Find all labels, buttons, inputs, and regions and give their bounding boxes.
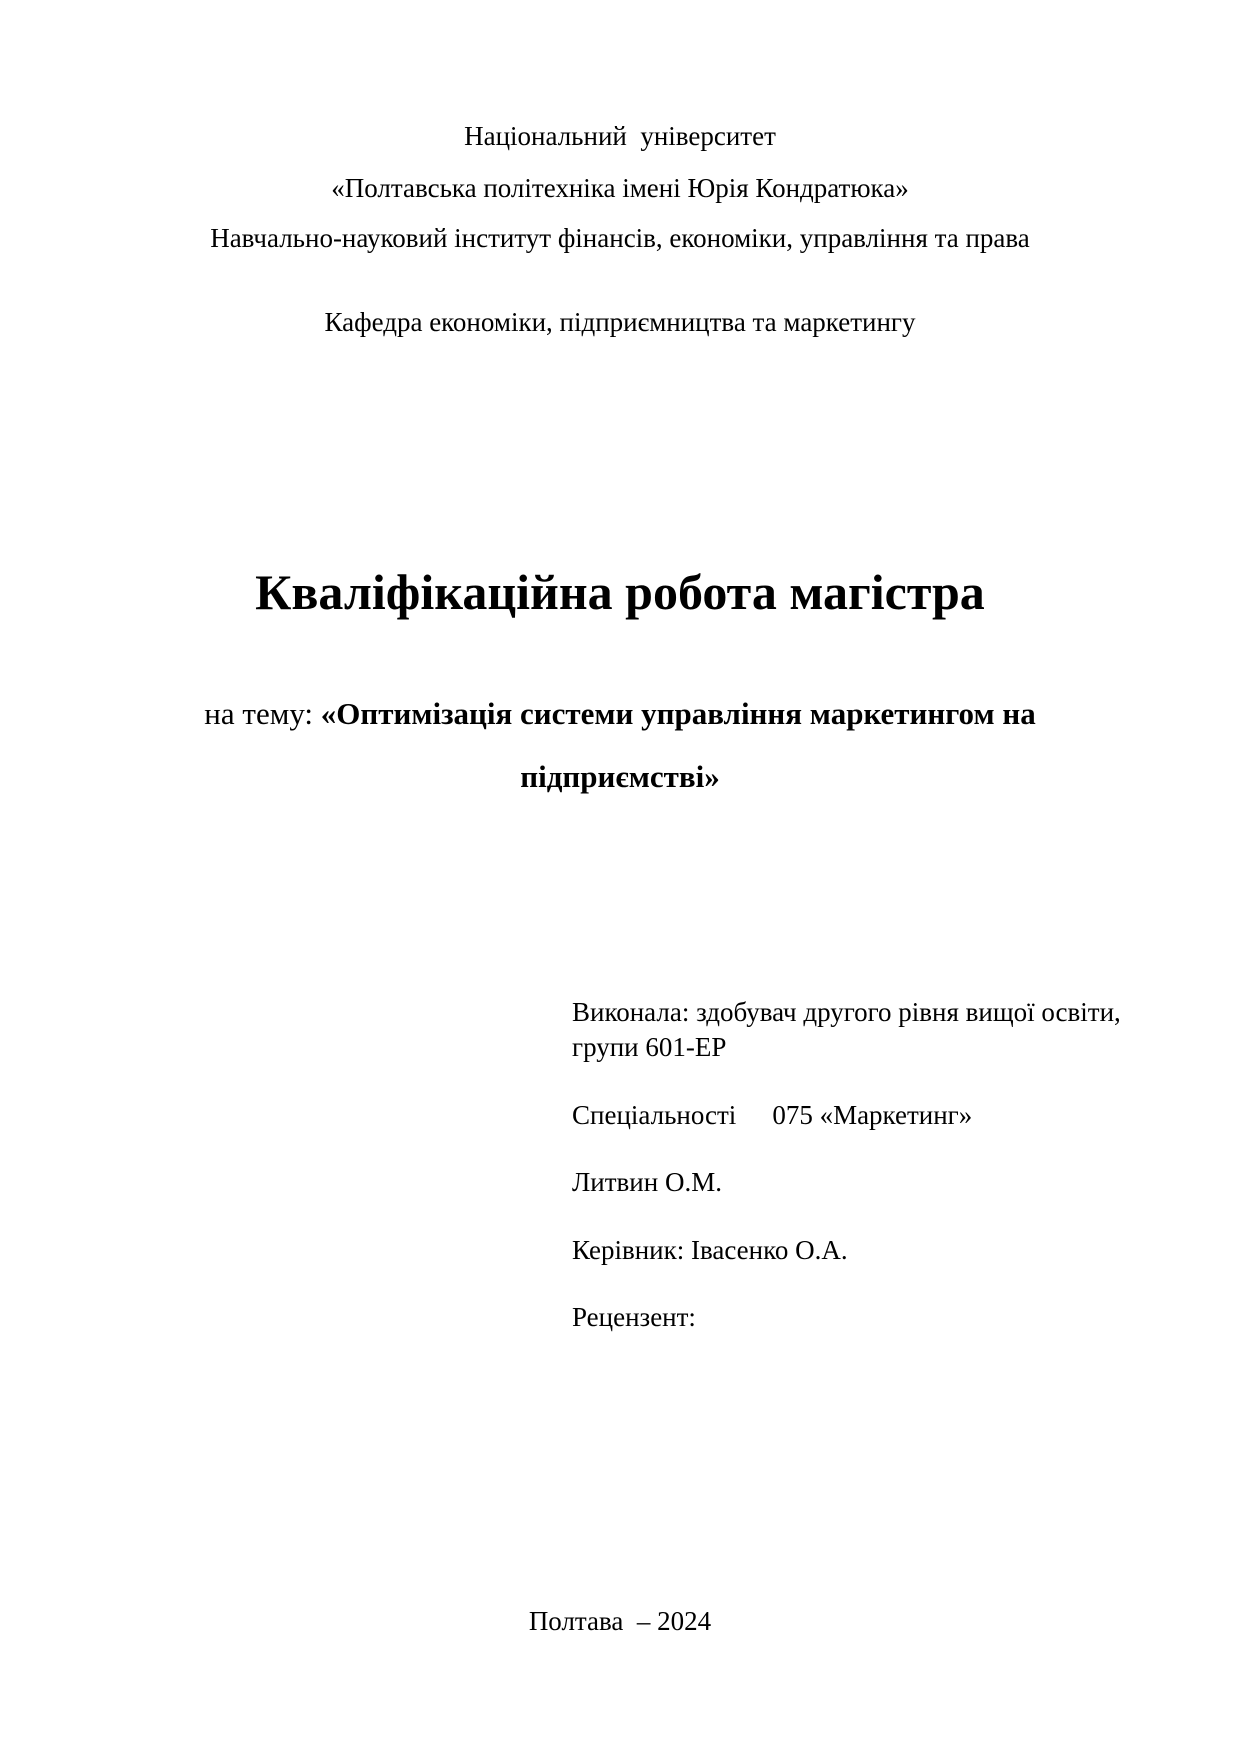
specialty-label: Спеціальності [572,1100,737,1130]
institute-line: Навчально-науковий інститут фінансів, економіки, управління та права [210,223,1030,253]
topic-line-2 [0,759,1240,795]
reviewer-line: Рецензент: [572,1302,696,1332]
topic-name-part-2: підприємстві» [520,759,720,794]
university-line: Національний університет [464,121,776,151]
topic-name-part-1: «Оптимізація системи управління маркетингом на [320,696,1036,731]
author-line: Литвин О.М. [572,1167,722,1197]
topic-prefix: на тему: [204,696,321,731]
work-title: Кваліфікаційна робота магістра [255,564,985,620]
city-year: Полтава – 2024 [528,1606,712,1636]
university-name-line: «Полтавська політехніка імені Юрія Кондратюка» [331,173,909,203]
topic-line-1 [0,696,1240,732]
department-line: Кафедра економіки, підприємництва та маркетингу [324,307,916,337]
specialty-line [572,1099,972,1131]
specialty-value: 075 «Маркетинг» [772,1100,973,1130]
performed-by-line: Виконала: здобувач другого рівня вищої освіти, [572,997,1121,1027]
supervisor-line: Керівник: Івасенко О.А. [572,1235,848,1265]
group-line: групи 601-ЕР [572,1032,727,1062]
